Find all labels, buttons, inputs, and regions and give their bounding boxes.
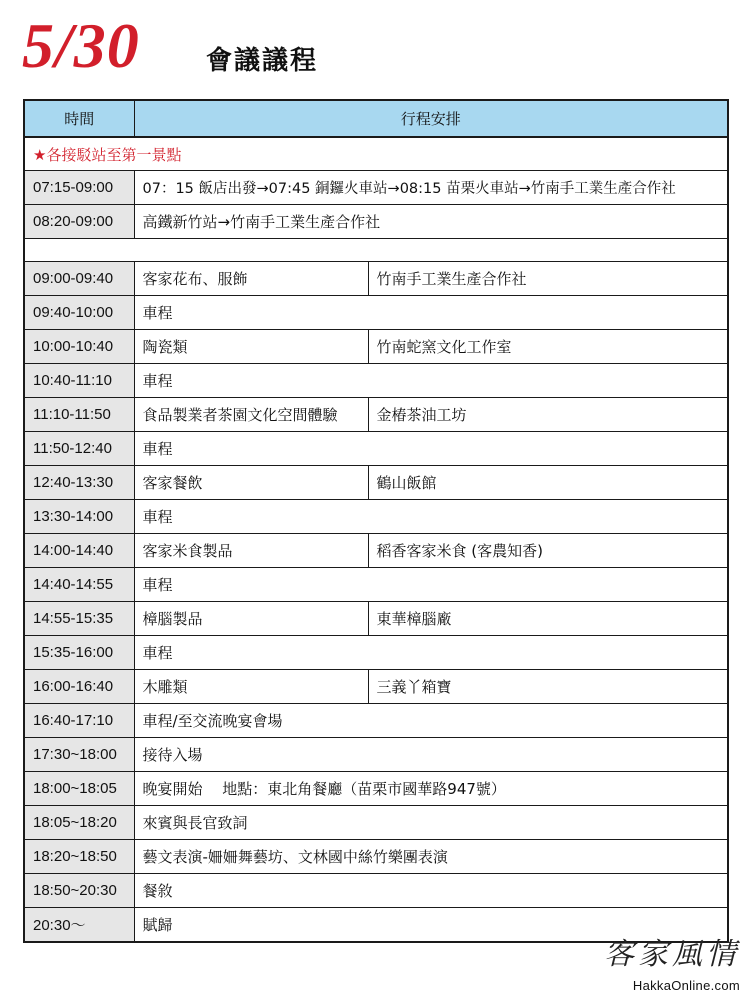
table-row — [24, 806, 728, 840]
activity-cell: 車程 — [134, 364, 728, 398]
spacer-cell — [24, 239, 728, 262]
table-row — [24, 466, 728, 500]
time-cell: 12:40-13:30 — [24, 466, 134, 500]
table-row — [24, 772, 728, 806]
activity-cell: 車程/至交流晚宴會場 — [134, 704, 728, 738]
time-cell: 11:10-11:50 — [24, 398, 134, 432]
place-cell: 東華樟腦廠 — [368, 602, 728, 636]
date-title: 5/30 — [22, 10, 140, 81]
table-row — [24, 602, 728, 636]
table-row — [24, 171, 728, 205]
table-row — [24, 262, 728, 296]
place-cell: 鶴山飯館 — [368, 466, 728, 500]
table-header-row — [24, 100, 728, 137]
table-row — [24, 670, 728, 704]
time-cell: 07:15-09:00 — [24, 171, 134, 205]
table-row — [24, 432, 728, 466]
table-row — [24, 534, 728, 568]
activity-cell: 晚宴開始 地點：東北角餐廳（苗栗市國華路947號） — [134, 772, 728, 806]
brand-url: HakkaOnline.com — [632, 978, 740, 993]
activity-cell: 客家米食製品 — [134, 534, 368, 568]
activity-cell: 賦歸 — [134, 908, 728, 943]
time-cell: 08:20-09:00 — [24, 205, 134, 239]
time-cell: 18:00~18:05 — [24, 772, 134, 806]
activity-cell: 車程 — [134, 296, 728, 330]
activity-cell: 食品製業者茶園文化空間體驗 — [134, 398, 368, 432]
activity-cell: 車程 — [134, 636, 728, 670]
activity-cell: 木雕類 — [134, 670, 368, 704]
time-cell: 18:20~18:50 — [24, 840, 134, 874]
time-cell: 14:40-14:55 — [24, 568, 134, 602]
time-cell: 18:50~20:30 — [24, 874, 134, 908]
activity-cell: 餐敘 — [134, 874, 728, 908]
time-cell: 10:40-11:10 — [24, 364, 134, 398]
spacer-row — [24, 239, 728, 262]
activity-cell: 車程 — [134, 500, 728, 534]
brand-calligraphy: 客家風情 — [604, 937, 740, 972]
table-row — [24, 704, 728, 738]
activity-cell: 來賓與長官致詞 — [134, 806, 728, 840]
activity-cell: 客家餐飲 — [134, 466, 368, 500]
table-row — [24, 874, 728, 908]
table-row — [24, 636, 728, 670]
table-row — [24, 398, 728, 432]
time-cell: 09:00-09:40 — [24, 262, 134, 296]
place-cell: 三義丫箱寶 — [368, 670, 728, 704]
note-text: ★各接駁站至第一景點 — [24, 137, 728, 171]
activity-cell: 高鐵新竹站→竹南手工業生產合作社 — [134, 205, 728, 239]
agenda-table — [23, 99, 729, 943]
brand-logo — [600, 938, 746, 998]
time-cell: 20:30～ — [24, 908, 134, 943]
time-cell: 14:55-15:35 — [24, 602, 134, 636]
table-row — [24, 568, 728, 602]
time-cell: 09:40-10:00 — [24, 296, 134, 330]
activity-cell: 07：15 飯店出發→07:45 銅鑼火車站→08:15 苗栗火車站→竹南手工業生產合作社 — [134, 171, 728, 205]
time-cell: 10:00-10:40 — [24, 330, 134, 364]
activity-cell: 陶瓷類 — [134, 330, 368, 364]
table-row — [24, 738, 728, 772]
activity-cell: 藝文表演-姍姍舞藝坊、文林國中絲竹樂團表演 — [134, 840, 728, 874]
table-row — [24, 500, 728, 534]
activity-cell: 車程 — [134, 568, 728, 602]
activity-cell: 樟腦製品 — [134, 602, 368, 636]
time-cell: 16:00-16:40 — [24, 670, 134, 704]
time-cell: 15:35-16:00 — [24, 636, 134, 670]
time-cell: 13:30-14:00 — [24, 500, 134, 534]
note-row — [24, 137, 728, 171]
table-row — [24, 364, 728, 398]
time-cell: 16:40-17:10 — [24, 704, 134, 738]
place-cell: 金椿茶油工坊 — [368, 398, 728, 432]
activity-cell: 接待入場 — [134, 738, 728, 772]
table-row — [24, 840, 728, 874]
time-cell: 11:50-12:40 — [24, 432, 134, 466]
header-time: 時間 — [24, 100, 134, 137]
place-cell: 稻香客家米食 (客農知香) — [368, 534, 728, 568]
page-title: 會議議程 — [206, 46, 319, 76]
time-cell: 18:05~18:20 — [24, 806, 134, 840]
activity-cell: 客家花布、服飾 — [134, 262, 368, 296]
activity-cell: 車程 — [134, 432, 728, 466]
table-row — [24, 296, 728, 330]
place-cell: 竹南蛇窯文化工作室 — [368, 330, 728, 364]
header-schedule: 行程安排 — [134, 100, 728, 137]
table-row — [24, 205, 728, 239]
time-cell: 14:00-14:40 — [24, 534, 134, 568]
table-row — [24, 330, 728, 364]
place-cell: 竹南手工業生產合作社 — [368, 262, 728, 296]
time-cell: 17:30~18:00 — [24, 738, 134, 772]
